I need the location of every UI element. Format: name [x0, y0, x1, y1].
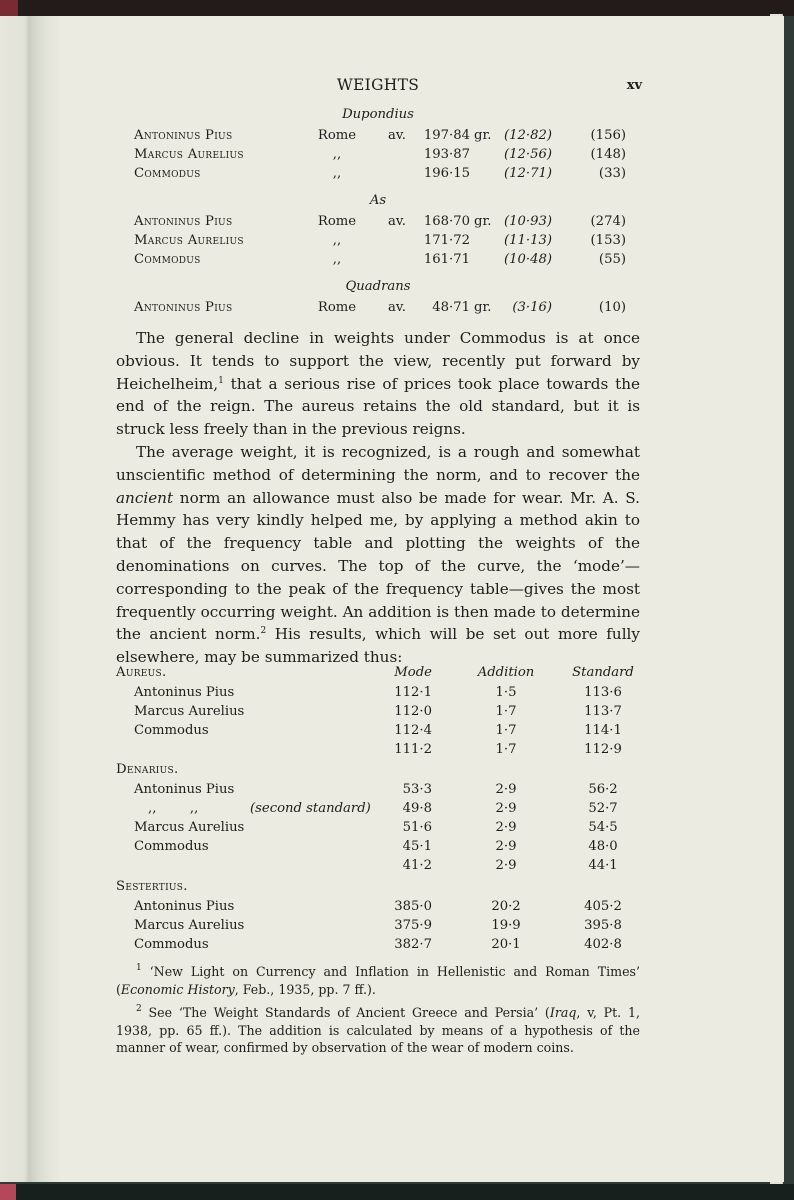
standard-value: 395·8 — [584, 918, 622, 933]
emperor: Marcus Aurelius — [134, 704, 245, 719]
addition-value: 2·9 — [495, 820, 517, 835]
footnote-text: , v, Pt. 1, 1938, pp. 65 ff.). The addition is calculated by means of a hypothesis of the manner of wear, confirmed by observation of the wear of modern coins. — [116, 1005, 640, 1055]
emperor: Commodus — [134, 839, 209, 854]
emphasis: ancient — [116, 488, 174, 507]
emperor: Commodus — [134, 166, 201, 181]
standard-value: 54·5 — [588, 820, 618, 835]
footnote — [116, 1004, 640, 1057]
group-label: Aureus. — [116, 665, 167, 680]
footnote-text: ‘New Light on Currency and Inflation in Hellenistic and Roman Times’ ( — [116, 964, 640, 997]
group-label: Sestertius. — [116, 879, 188, 894]
binding-cloth — [0, 1184, 16, 1200]
mode-value: 112·4 — [394, 723, 432, 738]
addition-value: 19·9 — [491, 918, 521, 933]
mint: Rome — [317, 300, 357, 315]
footnote-italic: Iraq — [549, 1005, 577, 1020]
standard-value: 113·7 — [584, 704, 622, 719]
footnote-ref: 2 — [260, 626, 267, 637]
weight-row — [116, 214, 640, 232]
table-row — [116, 839, 640, 857]
table-row — [116, 723, 640, 741]
specimen-count: (153) — [590, 233, 626, 248]
emperor: Commodus — [134, 937, 209, 952]
footnote-text: , Feb., 1935, pp. 7 ff.). — [234, 981, 376, 997]
emperor: Commodus — [134, 252, 201, 267]
weight-grams: (12·56) — [503, 147, 552, 162]
book-page — [0, 16, 784, 1182]
mode-value: 45·1 — [402, 839, 432, 854]
weight-row — [116, 233, 640, 251]
addition-value: 2·9 — [495, 839, 517, 854]
mode-value: 382·7 — [394, 937, 432, 952]
specimen-count: (156) — [590, 128, 626, 143]
emperor: Marcus Aurelius — [134, 820, 245, 835]
footnote — [116, 963, 640, 998]
addition-value: 1·5 — [495, 685, 517, 700]
average-prefix: av. — [388, 300, 406, 315]
body-paragraph — [116, 327, 640, 441]
footnote-text: See ‘The Weight Standards of Ancient Greece and Persia’ ( — [141, 1005, 550, 1020]
average-prefix: av. — [388, 128, 406, 143]
addition-value: 2·9 — [495, 801, 517, 816]
specimen-count: (10) — [598, 300, 626, 315]
weight-grams: (10·93) — [503, 214, 552, 229]
emperor: Marcus Aurelius — [134, 233, 244, 248]
weight-grams: (11·13) — [503, 233, 552, 248]
group-header-row — [116, 879, 640, 897]
specimen-count: (55) — [598, 252, 626, 267]
weight-grains: 48·71 — [432, 300, 470, 315]
book-bottom-edge — [0, 1184, 794, 1200]
paragraph-text: norm an allowance must also be made for wear. Mr. A. S. Hemmy has very kindly helped me, by applying a method akin to that of the frequency table and plotting the weights of the denominations on curves. The top of the curve, the ‘mode’—corresponding to the peak of the frequency table—gives the most frequently occurring weight. An addition is then made to determine the ancient norm. — [116, 488, 640, 644]
table-row — [116, 704, 640, 722]
standard-value: 114·1 — [584, 723, 622, 738]
mode-value: 49·8 — [402, 801, 432, 816]
table-row — [116, 742, 640, 760]
table-row — [116, 685, 640, 703]
table-row — [116, 937, 640, 955]
group-label: Denarius. — [116, 762, 179, 777]
footnote-italic: Economic History — [120, 981, 235, 997]
footnote-ref: 1 — [218, 375, 224, 386]
emperor: Marcus Aurelius — [134, 918, 245, 933]
binding-cloth — [0, 0, 18, 16]
weight-row — [116, 300, 640, 318]
addition-value: 2·9 — [495, 858, 517, 873]
weight-grams: (3·16) — [512, 300, 552, 315]
mint: Rome — [317, 128, 357, 143]
specimen-count: (274) — [590, 214, 626, 229]
weight-grains: 161·71 — [423, 252, 470, 267]
weight-row — [116, 166, 640, 184]
table-row — [116, 858, 640, 876]
standard-value: 52·7 — [588, 801, 618, 816]
column-header-standard: Standard — [572, 665, 634, 680]
page-number: xv — [626, 78, 642, 93]
emperor: Antoninus Pius — [134, 782, 235, 797]
addition-value: 20·2 — [491, 899, 521, 914]
table-row — [116, 820, 640, 838]
mode-value: 112·0 — [394, 704, 432, 719]
group-header-row — [116, 762, 640, 780]
standard-value: 48·0 — [588, 839, 618, 854]
addition-value: 1·7 — [495, 742, 517, 757]
mode-value: 111·2 — [394, 742, 432, 757]
emperor: Antoninus Pius — [134, 685, 235, 700]
mint: ,, — [332, 252, 342, 267]
standard-value: 113·6 — [584, 685, 622, 700]
average-prefix: av. — [388, 214, 406, 229]
specimen-count: (148) — [590, 147, 626, 162]
table-row — [116, 782, 640, 800]
mode-value: 51·6 — [402, 820, 432, 835]
unit: gr. — [474, 128, 492, 143]
running-head — [116, 76, 640, 96]
paragraph-text: The general decline in weights under Commodus is at once obvious. It tends to support the view, recently put forward by Heichelheim, — [116, 329, 640, 393]
weight-grains: 193·87 — [423, 147, 470, 162]
emperor: Antoninus Pius — [134, 214, 233, 229]
mode-value: 112·1 — [394, 685, 432, 700]
standard-value: 44·1 — [588, 858, 618, 873]
weight-grams: (12·71) — [503, 166, 552, 181]
standard-value: 56·2 — [588, 782, 618, 797]
mode-value: 385·0 — [394, 899, 432, 914]
table-row — [116, 899, 640, 917]
weight-grains: 168·70 — [423, 214, 470, 229]
emperor: Antoninus Pius — [134, 128, 233, 143]
footnote-marker: 2 — [136, 1004, 142, 1014]
body-paragraph — [116, 441, 640, 669]
paragraph-text: His results, which will be set out more fully elsewhere, may be summarized thus: — [116, 625, 640, 667]
weight-grains: 196·15 — [423, 166, 470, 181]
emperor: Marcus Aurelius — [134, 147, 244, 162]
emperor: Antoninus Pius — [134, 300, 233, 315]
mint: Rome — [317, 214, 357, 229]
section-title-as: As — [369, 193, 387, 208]
paragraph-text: The average weight, it is recognized, is a rough and somewhat unscientific method of determining the norm, and to recover the — [116, 443, 640, 484]
specimen-count: (33) — [598, 166, 626, 181]
book-top-edge — [0, 0, 794, 16]
paragraph-text: that a serious rise of prices took place towards the end of the reign. The aureus retains the old standard, but it is struck less freely than in the previous reigns. — [116, 374, 640, 439]
unit: gr. — [474, 300, 492, 315]
norm-table-header — [116, 665, 640, 683]
section-title-dupondius: Dupondius — [342, 107, 414, 122]
addition-value: 1·7 — [495, 704, 517, 719]
book-gutter — [0, 16, 60, 1182]
emperor: Antoninus Pius — [134, 899, 235, 914]
weight-grains: 171·72 — [423, 233, 470, 248]
table-row — [116, 918, 640, 936]
addition-value: 2·9 — [495, 782, 517, 797]
weight-grains: 197·84 — [423, 128, 470, 143]
weight-row — [116, 147, 640, 165]
mode-value: 53·3 — [402, 782, 432, 797]
section-title-quadrans: Quadrans — [345, 279, 411, 294]
footnote-marker: 1 — [136, 963, 142, 973]
mode-value: 375·9 — [394, 918, 432, 933]
mode-value: 41·2 — [402, 858, 432, 873]
mint: ,, — [332, 147, 342, 162]
emperor: Commodus — [134, 723, 209, 738]
column-header-addition: Addition — [477, 665, 535, 680]
weight-grams: (12·82) — [503, 128, 552, 143]
mint: ,, — [332, 166, 342, 181]
addition-value: 1·7 — [495, 723, 517, 738]
ditto-marks: ,, ,, — [148, 801, 199, 816]
unit: gr. — [474, 214, 492, 229]
weight-grams: (10·48) — [503, 252, 552, 267]
weight-row — [116, 128, 640, 146]
standard-value: 405·2 — [584, 899, 622, 914]
running-title: WEIGHTS — [336, 76, 420, 94]
row-note: (second standard) — [250, 801, 371, 816]
column-header-mode: Mode — [394, 665, 432, 680]
weight-row — [116, 252, 640, 270]
table-row — [116, 801, 640, 819]
addition-value: 20·1 — [491, 937, 521, 952]
standard-value: 402·8 — [584, 937, 622, 952]
standard-value: 112·9 — [584, 742, 622, 757]
mint: ,, — [332, 233, 342, 248]
